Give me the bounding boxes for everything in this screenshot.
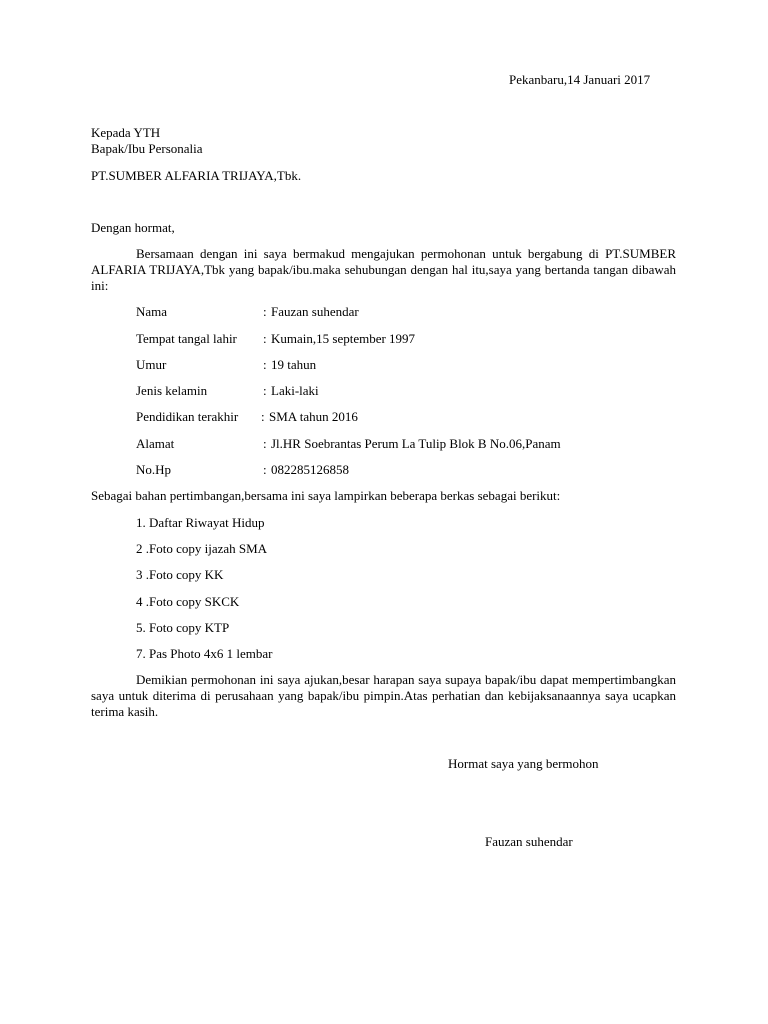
closing-paragraph: Demikian permohonan ini saya ajukan,besar harapan saya supaya bapak/ibu dapat mempertimbangkan saya untuk diterima di perusahaan yang bapak/ibu pimpin.Atas perhatian dan kebijaksanaannya saya ucapkan terima kasih. [91, 672, 676, 719]
identity-label: Tempat tangal lahir [136, 331, 237, 346]
identity-label: Jenis kelamin [136, 383, 208, 398]
intro-paragraph: Bersamaan dengan ini saya bermakud mengajukan permohonan untuk bergabung di PT.SUMBER ALFARIA TRIJAYA,Tbk yang bapak/ibu.maka sehubungan dengan hal itu,saya yang bertanda tangan dibawah ini: [91, 246, 676, 293]
identity-label: Alamat [136, 436, 175, 451]
identity-value: Laki-laki [271, 383, 319, 398]
attachment-item: 5. Foto copy KTP [136, 620, 230, 635]
attachment-item: 3 .Foto copy KK [136, 567, 224, 582]
identity-separator: : [263, 462, 267, 477]
identity-label: No.Hp [136, 462, 172, 477]
attachment-item: 7. Pas Photo 4x6 1 lembar [136, 646, 273, 661]
identity-label: Pendidikan terakhir [136, 409, 239, 424]
attachment-item: 1. Daftar Riwayat Hidup [136, 515, 265, 530]
identity-label: Umur [136, 357, 167, 372]
attachments-intro: Sebagai bahan pertimbangan,bersama ini saya lampirkan beberapa berkas sebagai berikut: [91, 488, 561, 503]
identity-value: Jl.HR Soebrantas Perum La Tulip Blok B No.06,Panam [271, 436, 561, 451]
identity-value: SMA tahun 2016 [269, 409, 358, 424]
identity-separator: : [263, 436, 267, 451]
identity-value: 19 tahun [271, 357, 317, 372]
identity-separator: : [263, 304, 267, 319]
identity-value: Kumain,15 september 1997 [271, 331, 416, 346]
recipient-line-2: Bapak/Ibu Personalia [91, 141, 203, 156]
identity-value: Fauzan suhendar [271, 304, 359, 319]
identity-separator: : [261, 409, 265, 424]
identity-separator: : [263, 331, 267, 346]
identity-value: 082285126858 [271, 462, 349, 477]
recipient-company: PT.SUMBER ALFARIA TRIJAYA,Tbk. [91, 168, 302, 183]
signatory-name: Fauzan suhendar [485, 834, 573, 849]
letter-date: Pekanbaru,14 Januari 2017 [509, 72, 651, 87]
identity-separator: : [263, 383, 267, 398]
closing-salutation: Hormat saya yang bermohon [448, 756, 599, 771]
attachment-item: 4 .Foto copy SKCK [136, 594, 240, 609]
recipient-line-1: Kepada YTH [91, 125, 161, 140]
identity-label: Nama [136, 304, 168, 319]
identity-separator: : [263, 357, 267, 372]
attachment-item: 2 .Foto copy ijazah SMA [136, 541, 268, 556]
greeting: Dengan hormat, [91, 220, 175, 235]
